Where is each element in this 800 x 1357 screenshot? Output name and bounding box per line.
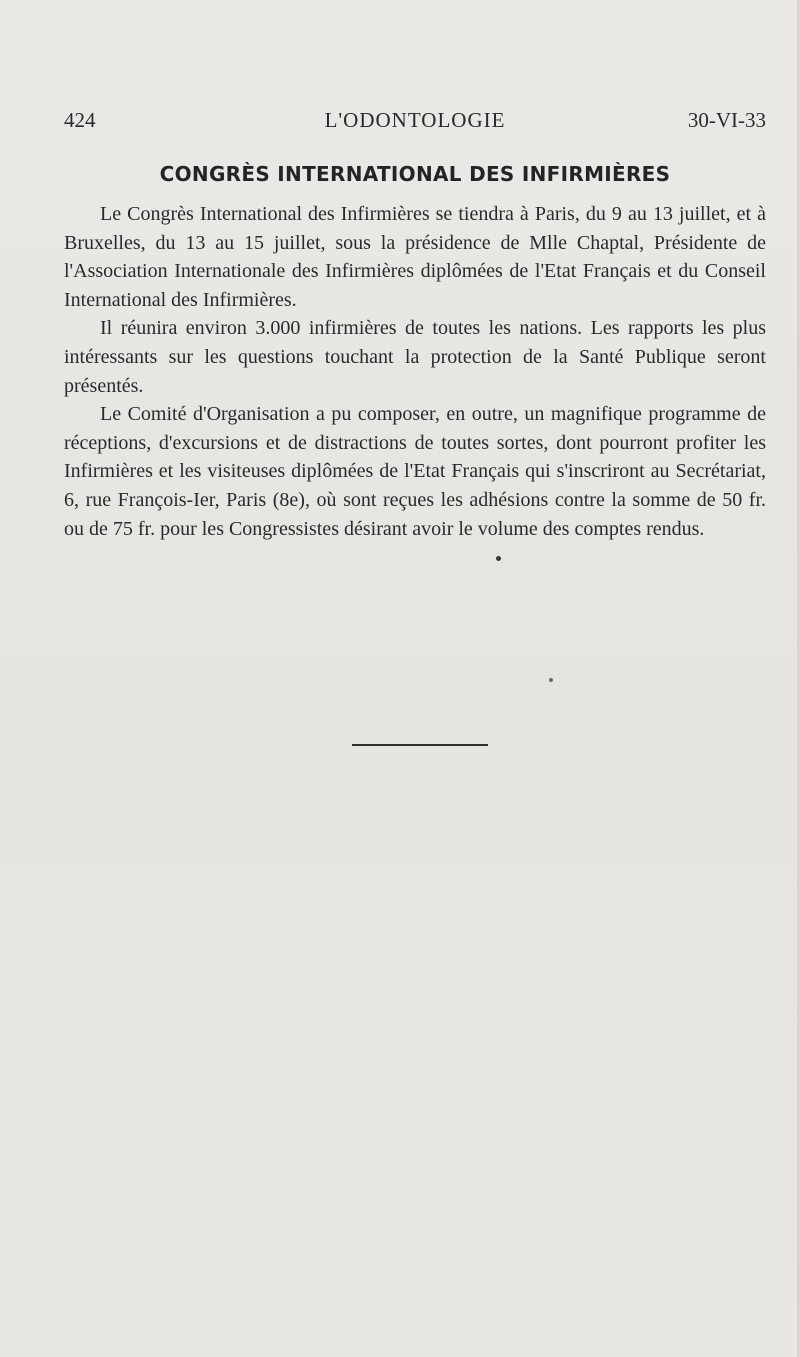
article-body (64, 200, 766, 543)
journal-title: L'ODONTOLOGIE (324, 108, 506, 132)
running-header (64, 108, 766, 138)
page-number: 424 (64, 108, 96, 132)
issue-date: 30-VI-33 (687, 108, 766, 132)
paragraph-3: Le Comité d'Organisation a pu composer, en outre, un magnifique programme de réceptions, d'excursions et de distractions de toutes sortes, dont pourront profiter les Infirmières et les visiteuses diplômées de l'Etat Français qui s'inscriront au Secrétariat, 6, rue François-Ier, Paris (8e), où sont reçues les adhésions contre la somme de 50 fr. ou de 75 fr. pour les Congressistes désirant avoir le volume des comptes rendus. (64, 403, 766, 540)
ink-dot (496, 556, 501, 561)
ink-dot (549, 678, 553, 682)
section-rule (352, 744, 488, 746)
paragraph-2: Il réunira environ 3.000 infirmières de toutes les nations. Les rapports les plus intéressants sur les questions touchant la protection de la Santé Publique seront présentés. (64, 317, 766, 397)
article-title: CONGRÈS INTERNATIONAL DES INFIRMIÈRES (159, 162, 671, 186)
bleed-through-texture (60, 560, 740, 672)
paragraph-1: Le Congrès International des Infirmières se tiendra à Paris, du 9 au 13 juillet, et à Bruxelles, du 13 au 15 juillet, sous la présidence de Mlle Chaptal, Présidente de l'Association Internationale des Infirmières diplômées de l'Etat Français et du Conseil International des Infirmières. (64, 203, 766, 311)
